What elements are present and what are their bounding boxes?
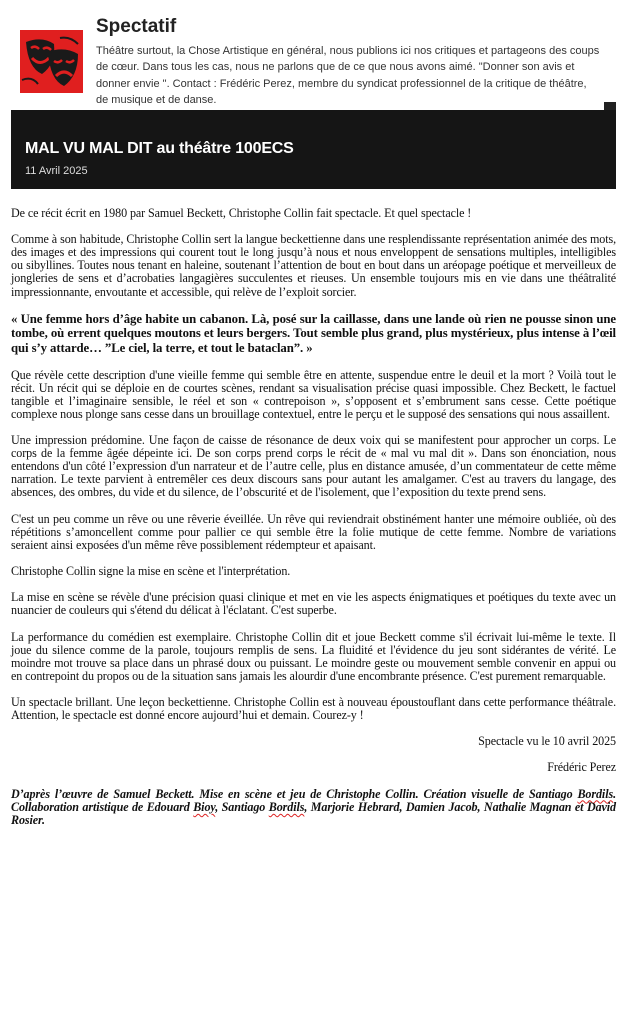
credits-name-misspelled: Bordils <box>577 786 614 801</box>
article-paragraph: Comme à son habitude, Christophe Collin sert la langue beckettienne dans une resplendissante représentation animée des mots, des images et des impressions qui courent tout le long jusqu’à nous et nous enveloppent de sensations multiples, intelligibles ou sibyllines. Toutes nous tenant en haleine, soutenant l’attention de bout en bout dans un aréopage poétique et merveilleux de jongleries de sens et d’acrobaties langagières succulentes et rieuses. Un ensemble toujours mis en vie dans une théâtralité impressionnante, envoutante et accessible, qui relève de l’exploit sorcier. <box>11 232 616 299</box>
header-scroll-handle[interactable] <box>604 102 616 110</box>
site-description: Théâtre surtout, la Chose Artistique en général, nous publions ici nos critiques et partageons des coups de cœur. Dans tous les cas, nous ne parlons que de ce que nous avons aimé. "Donner son avis et donner envie ". Contact : Frédéric Perez, membre du syndicat professionnel de la critique de théâtre, de musique et de danse. <box>96 45 600 107</box>
seen-date: Spectacle vu le 10 avril 2025 <box>478 734 616 749</box>
credits-text: D’après l’œuvre de Samuel Beckett. Mise en scène et jeu de Christophe Collin. Création visuelle de Santiago <box>11 786 578 801</box>
credits-text: , Marjorie Hebrard, Damien Jacob, Nathalie Magnan et David Rosier. <box>11 800 616 828</box>
credits-name-misspelled: Bioy <box>193 800 216 815</box>
post-banner <box>11 110 616 189</box>
article-paragraph: De ce récit écrit en 1980 par Samuel Beckett, Christophe Collin fait spectacle. Et quel spectacle ! <box>11 206 472 220</box>
article-quote: « Une femme hors d’âge habite un cabanon. Là, posé sur la caillasse, dans une lande où rien ne pousse sinon une tombe, où errent quelques moutons et leurs bergers. Tout semble plus grand, plus mystérieux, plus intense à l’œil qui s’y attarde… ”Le ciel, la terre, et tout le bataclan”. » <box>11 311 616 355</box>
post-date: 11 Avril 2025 <box>25 165 88 177</box>
theatre-masks-icon[interactable] <box>20 30 83 93</box>
article-paragraph: La performance du comédien est exemplaire. Christophe Collin dit et joue Beckett comme s'il écrivait lui-même le texte. Il joue du silence comme de la parole, toujours remplis de sens. La fluidité et l'évidence du jeu sont sidérantes de vérité. Le moindre mot trouve sa place dans un phrasé doux ou puissant. Le moindre geste ou mouvement semble convenir en appui ou en contrepoint du propos ou de la situation sans jamais les alourdir d'une encombrante présence. C'est purement remarquable. <box>11 629 616 683</box>
post-title[interactable]: MAL VU MAL DIT au théâtre 100ECS <box>25 140 294 157</box>
article-paragraph: Que révèle cette description d'une vieille femme qui semble être en attente, suspendue entre le deuil et la mort ? Voilà tout le récit. Un récit qui se déploie en de courtes scènes, rendant sa visualisation précise quasi impossible. Chez Beckett, le factuel tangible et l’imaginaire sensible, le réel et son « contrepoison », s’opposent et s’embrument sans cesse. Cette poétique complexe nous plonge sans cesse dans un brouillage contextuel, entre le perçu et le supposé des sensations qui nous assaillent. <box>11 367 616 421</box>
article-paragraph: C'est un peu comme un rêve ou une rêverie éveillée. Un rêve qui reviendrait obstinément hanter une mémoire oubliée, où des répétitions s’amoncellent comme pour pallier ce qui semble être la folie mutique de cette femme. Nombre de variations seraient ainsi exposées d'un même rêve possiblement rédempteur et apaisant. <box>11 511 616 552</box>
author-signature: Frédéric Perez <box>547 760 616 775</box>
article-paragraph: Une impression prédomine. Une façon de caisse de résonance de deux voix qui se manifestent pour approcher un corps. Le corps de la femme âgée dépeinte ici. De son corps prend corps le récit de « mal vu mal dit ». Dans son énonciation, nous entendons d'un côté l’expression d'un narrateur et de l’autre celle, plus en distance amusée, d’un commentateur de cette même narration. Le texte parvient à entremêler ces deux discours sans pour autant les amalgamer. C'est au travers du langage, des absences, des ombres, du vide et du silence, de l’obscurité et de l'isolement, que l’exposition du texte prend sens. <box>11 433 616 500</box>
article-body <box>11 207 616 841</box>
article-paragraph: Christophe Collin signe la mise en scène et l'interprétation. <box>11 564 291 579</box>
article-paragraph: Un spectacle brillant. Une leçon beckettienne. Christophe Collin est à nouveau époustouflant dans cette performance théâtrale. Attention, le spectacle est donné encore aujourd’hui et demain. Courez-y ! <box>11 694 616 723</box>
show-credits <box>11 788 616 828</box>
blog-header <box>0 0 630 110</box>
credits-text: . Collaboration artistique de Edouard <box>11 786 616 815</box>
site-title[interactable]: Spectatif <box>96 16 177 37</box>
article-paragraph: La mise en scène se révèle d'une précision quasi clinique et met en vie les aspects énigmatiques et poétiques du texte avec un nuancier de couleurs qui s'étend du délicat à l'éclatant. C'est superbe. <box>11 590 616 618</box>
credits-text: , Santiago <box>215 800 269 815</box>
credits-name-misspelled: Bordils <box>268 800 305 815</box>
